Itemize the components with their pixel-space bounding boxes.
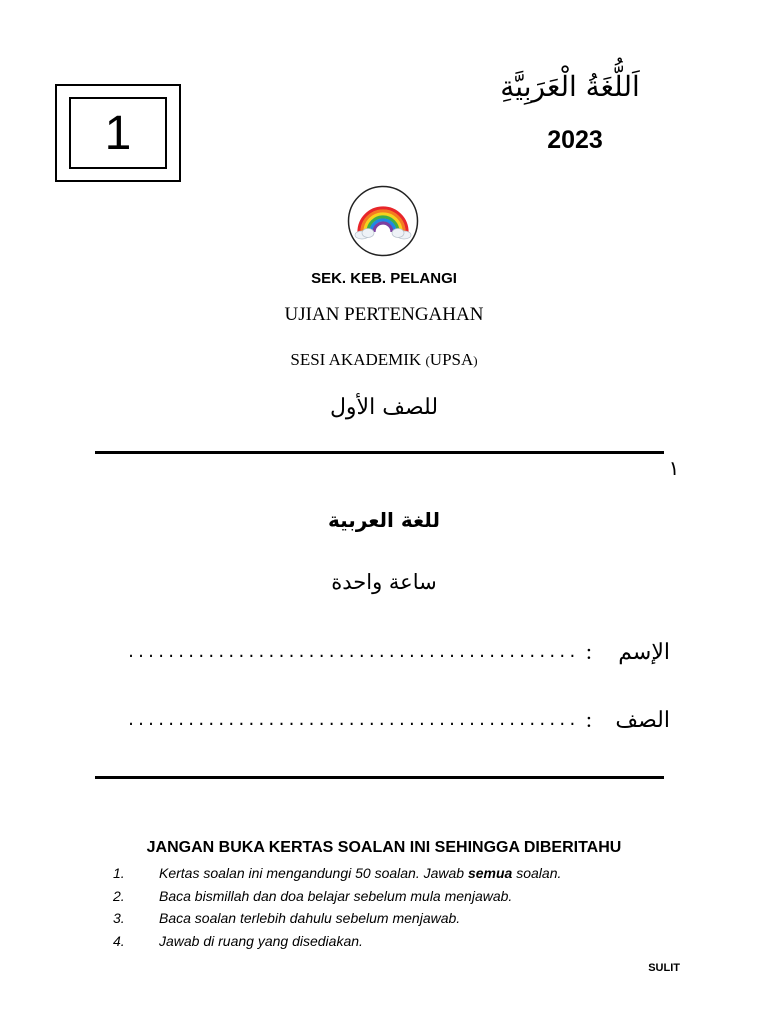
instruction-text [159, 862, 561, 885]
school-name: SEK. KEB. PELANGI [311, 270, 457, 287]
exam-subtitle-abbr: UPSA [429, 350, 474, 369]
instruction-text-part: Kertas soalan ini mengandungi 50 soalan. Jawab [159, 865, 468, 881]
name-field-colon: : [585, 639, 592, 664]
name-field[interactable] [110, 634, 670, 670]
instruction-text: Baca bismillah dan doa belajar sebelum mula menjawab. [159, 887, 513, 904]
subject-arabic-header: اَللُّغَةُ الْعَرَبِيَّةِ [500, 70, 640, 103]
instruction-number: 3. [113, 910, 125, 926]
instruction-item [113, 907, 673, 930]
name-field-label: الإسم [618, 639, 670, 665]
instruction-number: 1. [113, 865, 125, 881]
class-field-colon: : [585, 707, 592, 732]
divider-bottom [95, 776, 664, 779]
subject-arabic: للغة العربية [328, 508, 440, 532]
name-field-dots[interactable]: ............................................. [126, 643, 578, 661]
instruction-number: 2. [113, 887, 125, 904]
footer-label: SULIT [648, 962, 680, 974]
instruction-item [113, 862, 673, 885]
exam-subtitle [214, 350, 554, 370]
instruction-list [113, 862, 673, 952]
instruction-emphasis: semua [467, 865, 513, 881]
exam-subtitle-main: SESI AKADEMIK [290, 350, 422, 369]
class-field[interactable] [110, 702, 670, 738]
instruction-text: Baca soalan terlebih dahulu sebelum menjawab. [159, 910, 461, 926]
instruction-item [113, 930, 673, 953]
exam-year: 2023 [547, 126, 603, 154]
exam-title: UJIAN PERTENGAHAN [284, 304, 484, 325]
rainbow-logo-icon [347, 185, 419, 257]
exam-duration: ساعة واحدة [331, 570, 437, 594]
instruction-text: Jawab di ruang yang disediakan. [159, 932, 363, 949]
side-marker: ١ [668, 456, 680, 480]
paper-number: 1 [69, 97, 167, 169]
class-field-label: الصف [615, 707, 670, 733]
class-field-dots[interactable]: ............................................. [126, 711, 578, 729]
paper-number-box [55, 84, 181, 182]
paren-open: ( [425, 353, 430, 368]
grade-arabic: للصف الأول [329, 395, 439, 420]
warning-notice: JANGAN BUKA KERTAS SOALAN INI SEHINGGA DIBERITAHU [146, 839, 622, 856]
instruction-text-part: soalan. [512, 865, 562, 881]
paren-close: ) [473, 353, 478, 368]
divider-top [95, 451, 664, 454]
instruction-number: 4. [113, 932, 125, 949]
instruction-item [113, 885, 673, 908]
